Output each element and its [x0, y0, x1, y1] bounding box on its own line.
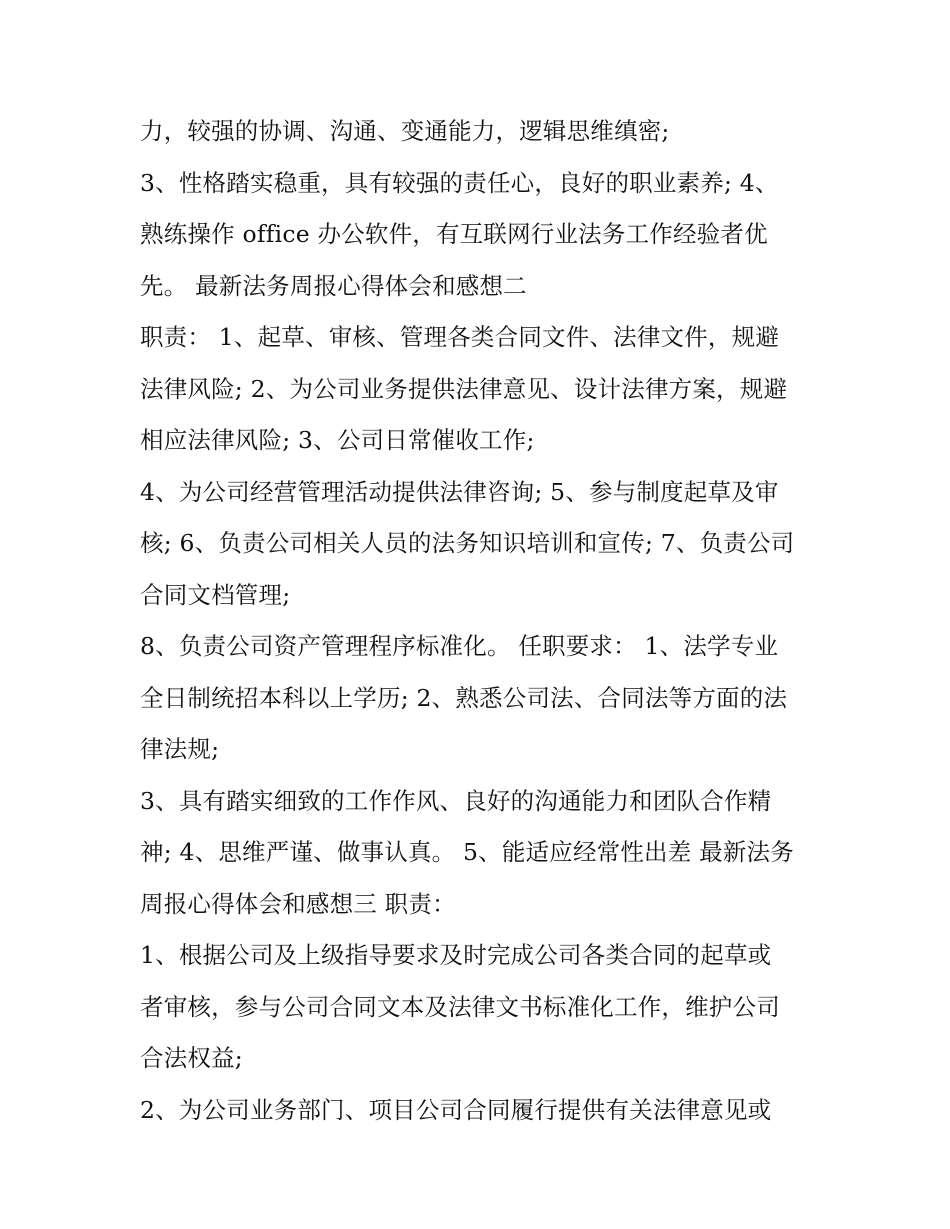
text-line: 核; 6、负责公司相关人员的法务知识培训和宣传; 7、负责公司 [140, 529, 795, 557]
text-line: 周报心得体会和感想三 职责： [140, 889, 456, 918]
text-line: 相应法律风险; 3、公司日常催收工作; [140, 426, 535, 454]
text-line: 合同文档管理; [140, 580, 291, 609]
text-line: 8、负责公司资产管理程序标准化。 任职要求： 1、法学专业 [140, 632, 779, 660]
text-line: 法律风险; 2、为公司业务提供法律意见、设计法律方案，规避 [140, 374, 788, 403]
text-line: 4、为公司经营管理活动提供法律咨询; 5、参与制度起草及审 [140, 477, 779, 506]
text-line: 职责： 1、起草、审核、管理各类合同文件、法律文件，规避 [140, 323, 780, 351]
text-line: 熟练操作 office 办公软件，有互联网行业法务工作经验者优 [140, 220, 768, 248]
document-body [140, 106, 820, 1136]
text-line: 者审核，参与公司合同文本及法律文书标准化工作，维护公司 [140, 992, 780, 1021]
text-line: 1、根据公司及上级指导要求及时完成公司各类合同的起草或 [140, 941, 772, 969]
text-line: 3、性格踏实稳重，具有较强的责任心，良好的职业素养; 4、 [140, 168, 779, 197]
text-line: 3、具有踏实细致的工作作风、良好的沟通能力和团队合作精 [140, 786, 772, 815]
text-line: 合法权益; [140, 1044, 243, 1072]
text-line: 2、为公司业务部门、项目公司合同履行提供有关法律意见或 [140, 1095, 772, 1124]
text-line: 律法规; [140, 735, 220, 763]
text-line: 力，较强的协调、沟通、变通能力，逻辑思维缜密; [140, 117, 670, 145]
text-line: 全日制统招本科以上学历; 2、熟悉公司法、合同法等方面的法 [140, 683, 788, 712]
text-line: 神; 4、思维严谨、做事认真。 5、能适应经常性出差 最新法务 [140, 838, 794, 866]
text-line: 先。 最新法务周报心得体会和感想二 [140, 271, 527, 300]
